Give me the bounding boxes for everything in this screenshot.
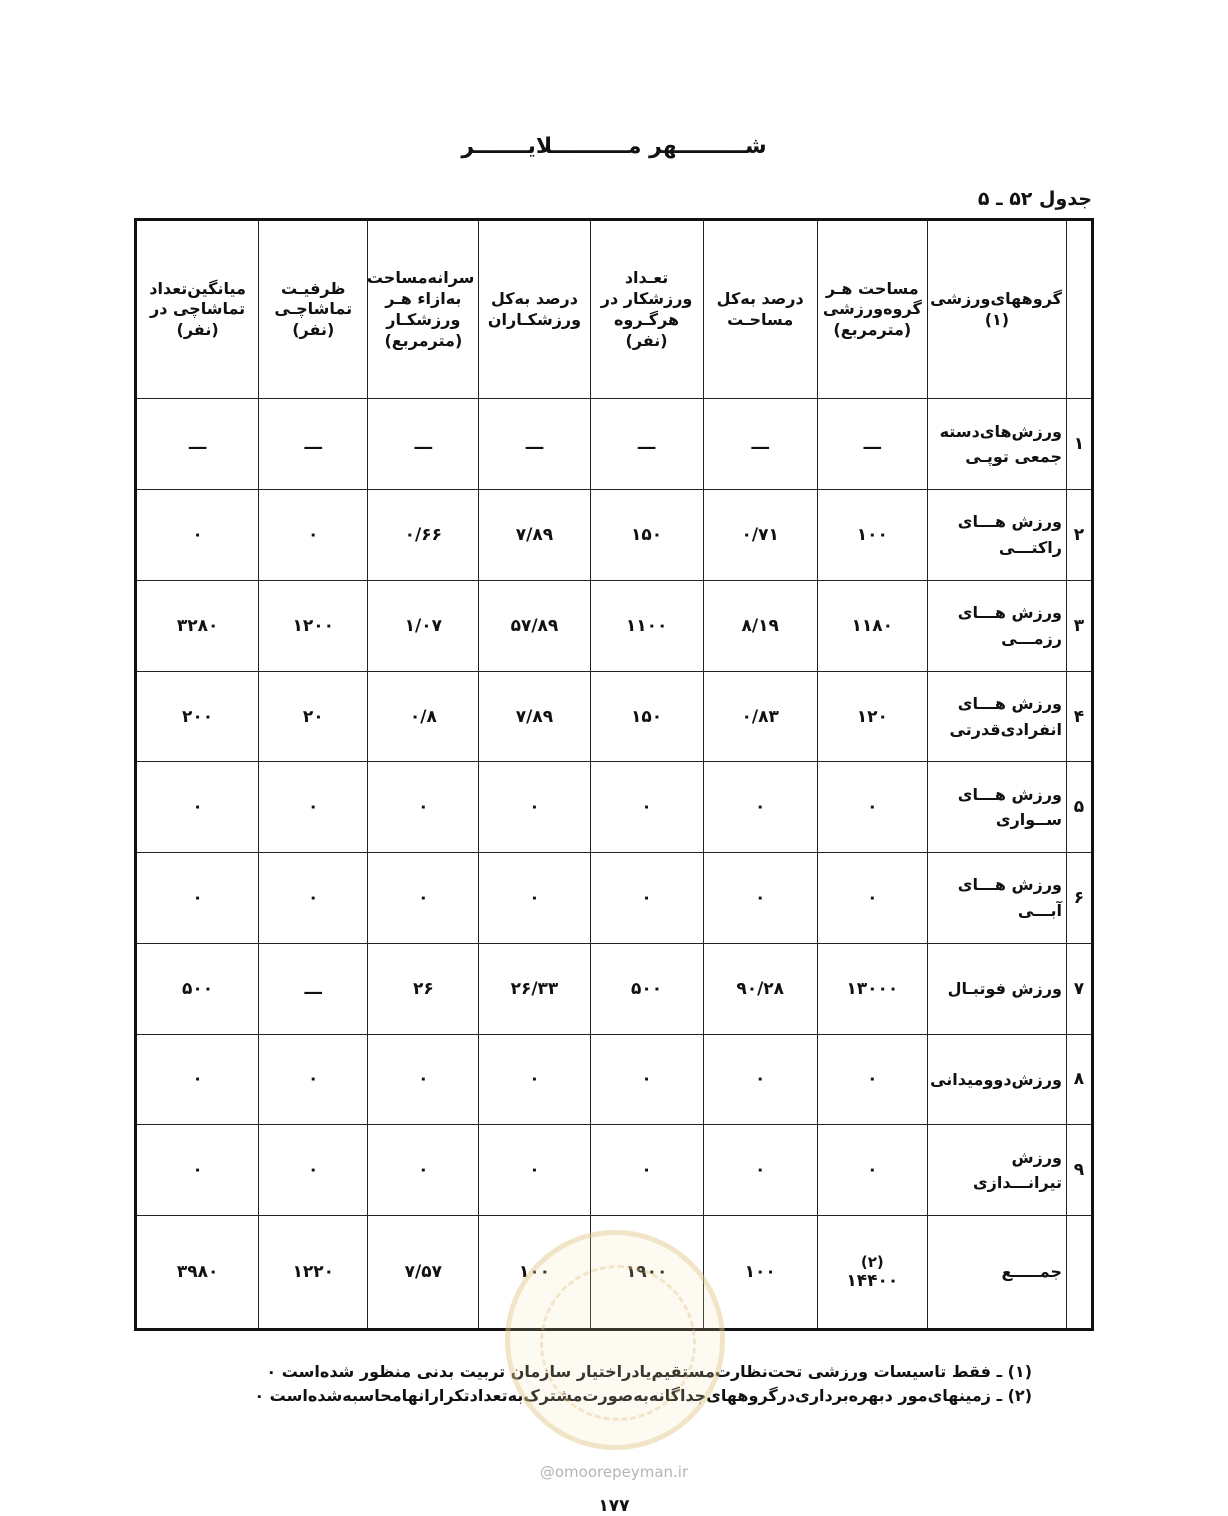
total-label: جمـــــع bbox=[927, 1216, 1066, 1330]
row-number: ۷ bbox=[1066, 943, 1092, 1034]
table-cell: ۰/۸ bbox=[368, 671, 479, 762]
column-header bbox=[1066, 220, 1092, 399]
table-cell: ۱/۰۷ bbox=[368, 580, 479, 671]
row-number: ۴ bbox=[1066, 671, 1092, 762]
table-cell: ۰ bbox=[259, 490, 368, 581]
table-cell: ۰ bbox=[817, 1034, 927, 1125]
table-cell: ۰ bbox=[590, 853, 703, 944]
table-cell: ۰ bbox=[703, 762, 817, 853]
sport-group-cell: ورزش‌دوومیدانی bbox=[927, 1034, 1066, 1125]
sport-group-cell: ورزش‌های‌دسته جمعی توپـی bbox=[927, 399, 1066, 490]
table-cell: ۰ bbox=[703, 1034, 817, 1125]
table-cell: ۰ bbox=[479, 1125, 590, 1216]
total-area-footnote-mark: (۲) bbox=[860, 1253, 884, 1272]
table-cell: ـــ bbox=[479, 399, 590, 490]
footnote-1: (۱) ـ فقط تاسیسات ورزشی تحت‌نظارت‌مستقیم‌یادراختیار سازمان تربیت بدنی منظور شده‌است ۰ bbox=[266, 1362, 1032, 1381]
total-cell: ۱۰۰ bbox=[703, 1216, 817, 1330]
table-cell: ۰ bbox=[817, 1125, 927, 1216]
column-header: تعـداد ورزشکار در هرگـروه (نفر) bbox=[590, 220, 703, 399]
table-cell: ـــ bbox=[259, 943, 368, 1034]
table-cell: ۰ bbox=[368, 1034, 479, 1125]
sport-group-cell: ورزش هـــای ســواری bbox=[927, 762, 1066, 853]
table-cell: ۰ bbox=[590, 1125, 703, 1216]
table-cell: ـــ bbox=[259, 399, 368, 490]
table-cell: ۰ bbox=[368, 1125, 479, 1216]
website-watermark: @omoorepeyman.ir bbox=[539, 1463, 689, 1481]
column-header: درصد به‌کل مساحـت bbox=[703, 220, 817, 399]
column-header: سرانه‌مساحت به‌ازاء هـر ورزشکـار (مترمربع) bbox=[368, 220, 479, 399]
table-cell: ۰ bbox=[136, 490, 259, 581]
total-cell: ۱۹۰۰ bbox=[590, 1216, 703, 1330]
sport-group-cell: ورزش هـــای راکتـــی bbox=[927, 490, 1066, 581]
table-cell: ۵۰۰ bbox=[136, 943, 259, 1034]
table-row bbox=[136, 671, 1093, 762]
table-row bbox=[136, 943, 1093, 1034]
row-number: ۳ bbox=[1066, 580, 1092, 671]
table-cell: ۰ bbox=[259, 1125, 368, 1216]
table-cell: ۲۶ bbox=[368, 943, 479, 1034]
total-cell: ۱۰۰ bbox=[479, 1216, 590, 1330]
table-cell: ۰ bbox=[479, 853, 590, 944]
table-cell: ۰ bbox=[136, 1125, 259, 1216]
table-cell: ۰ bbox=[136, 1034, 259, 1125]
table-cell: ۰ bbox=[590, 762, 703, 853]
table-cell: ۰ bbox=[136, 762, 259, 853]
column-header: ظرفیـت تماشاچـی (نفر) bbox=[259, 220, 368, 399]
table-cell: ۸/۱۹ bbox=[703, 580, 817, 671]
total-cell: ۳۹۸۰ bbox=[136, 1216, 259, 1330]
total-row bbox=[136, 1216, 1093, 1330]
table-cell: ۰/۸۳ bbox=[703, 671, 817, 762]
table-cell: ۰ bbox=[817, 853, 927, 944]
page-number: ۱۷۷ bbox=[598, 1496, 630, 1516]
sport-group-cell: ورزش هـــای آبـــی bbox=[927, 853, 1066, 944]
table-cell: ۰ bbox=[703, 1125, 817, 1216]
sport-group-cell: ورزش هـــای رزمـــی bbox=[927, 580, 1066, 671]
table-caption: جدول ۵۲ ـ ۵ bbox=[977, 188, 1092, 210]
total-cell bbox=[817, 1216, 927, 1330]
sport-group-cell: ورزش هـــای انفرادی‌قدرتی bbox=[927, 671, 1066, 762]
table-row bbox=[136, 490, 1093, 581]
row-number: ۶ bbox=[1066, 853, 1092, 944]
table-cell: ۰ bbox=[368, 762, 479, 853]
table-cell: ۳۲۸۰ bbox=[136, 580, 259, 671]
table-cell: ۲۶/۳۳ bbox=[479, 943, 590, 1034]
sport-group-cell: ورزش فوتبـال bbox=[927, 943, 1066, 1034]
table-row bbox=[136, 399, 1093, 490]
table-cell: ۱۵۰ bbox=[590, 671, 703, 762]
table-cell: ـــ bbox=[817, 399, 927, 490]
header-row bbox=[136, 220, 1093, 399]
total-number-cell bbox=[1066, 1216, 1092, 1330]
table-cell: ۲۰۰ bbox=[136, 671, 259, 762]
table-cell: ۱۲۰ bbox=[817, 671, 927, 762]
table-row bbox=[136, 853, 1093, 944]
table-cell: ۰/۷۱ bbox=[703, 490, 817, 581]
table-cell: ۰ bbox=[479, 762, 590, 853]
table-cell: ۷/۸۹ bbox=[479, 671, 590, 762]
total-cell: ۱۲۲۰ bbox=[259, 1216, 368, 1330]
table-cell: ۱۵۰ bbox=[590, 490, 703, 581]
table-cell: ۵۷/۸۹ bbox=[479, 580, 590, 671]
total-cell: ۷/۵۷ bbox=[368, 1216, 479, 1330]
table-cell: ۰/۶۶ bbox=[368, 490, 479, 581]
column-header: مساحت هـر گروه‌ورزشی (مترمربع) bbox=[817, 220, 927, 399]
table-cell: ۰ bbox=[259, 762, 368, 853]
sport-group-cell: ورزش تیرانـــدازی bbox=[927, 1125, 1066, 1216]
table-cell: ۰ bbox=[590, 1034, 703, 1125]
column-header: گروههای‌ورزشی (۱) bbox=[927, 220, 1066, 399]
table-row bbox=[136, 580, 1093, 671]
table-cell: ۱۳۰۰۰ bbox=[817, 943, 927, 1034]
table-row bbox=[136, 762, 1093, 853]
table-cell: ـــ bbox=[703, 399, 817, 490]
table-cell: ۱۰۰ bbox=[817, 490, 927, 581]
table-cell: ۱۲۰۰ bbox=[259, 580, 368, 671]
footnote-2: (۲) ـ زمینهای‌مور دبهره‌برداری‌درگروههای‌جداگانه‌به‌صورت‌مشترک‌به‌تعدادتکرارانهامحاسبه‌شده‌است ۰ bbox=[254, 1386, 1032, 1405]
footnotes bbox=[132, 1360, 1032, 1408]
table-cell: ۰ bbox=[259, 853, 368, 944]
table-cell: ۰ bbox=[136, 853, 259, 944]
table-cell: ۰ bbox=[479, 1034, 590, 1125]
statistics-table bbox=[134, 218, 1094, 1331]
table-cell: ـــ bbox=[136, 399, 259, 490]
table-cell: ـــ bbox=[368, 399, 479, 490]
table-cell: ۹۰/۲۸ bbox=[703, 943, 817, 1034]
table-cell: ۰ bbox=[817, 762, 927, 853]
table-cell: ۲۰ bbox=[259, 671, 368, 762]
column-header: میانگین‌تعداد تماشاچی در (نفر) bbox=[136, 220, 259, 399]
table-cell: ۵۰۰ bbox=[590, 943, 703, 1034]
table-cell: ۱۱۸۰ bbox=[817, 580, 927, 671]
row-number: ۸ bbox=[1066, 1034, 1092, 1125]
row-number: ۹ bbox=[1066, 1125, 1092, 1216]
row-number: ۵ bbox=[1066, 762, 1092, 853]
page-title: شـــــــــهر مــــــــــلايـــــــر bbox=[461, 134, 767, 159]
row-number: ۱ bbox=[1066, 399, 1092, 490]
table-cell: ۰ bbox=[259, 1034, 368, 1125]
table-row bbox=[136, 1034, 1093, 1125]
column-header: درصد به‌کل ورزشکـاران bbox=[479, 220, 590, 399]
table-cell: ۰ bbox=[368, 853, 479, 944]
table-cell: ۱۱۰۰ bbox=[590, 580, 703, 671]
total-area-value: ۱۴۴۰۰ bbox=[846, 1271, 899, 1292]
table-row bbox=[136, 1125, 1093, 1216]
table-cell: ۰ bbox=[703, 853, 817, 944]
table-cell: ۷/۸۹ bbox=[479, 490, 590, 581]
row-number: ۲ bbox=[1066, 490, 1092, 581]
table-cell: ـــ bbox=[590, 399, 703, 490]
